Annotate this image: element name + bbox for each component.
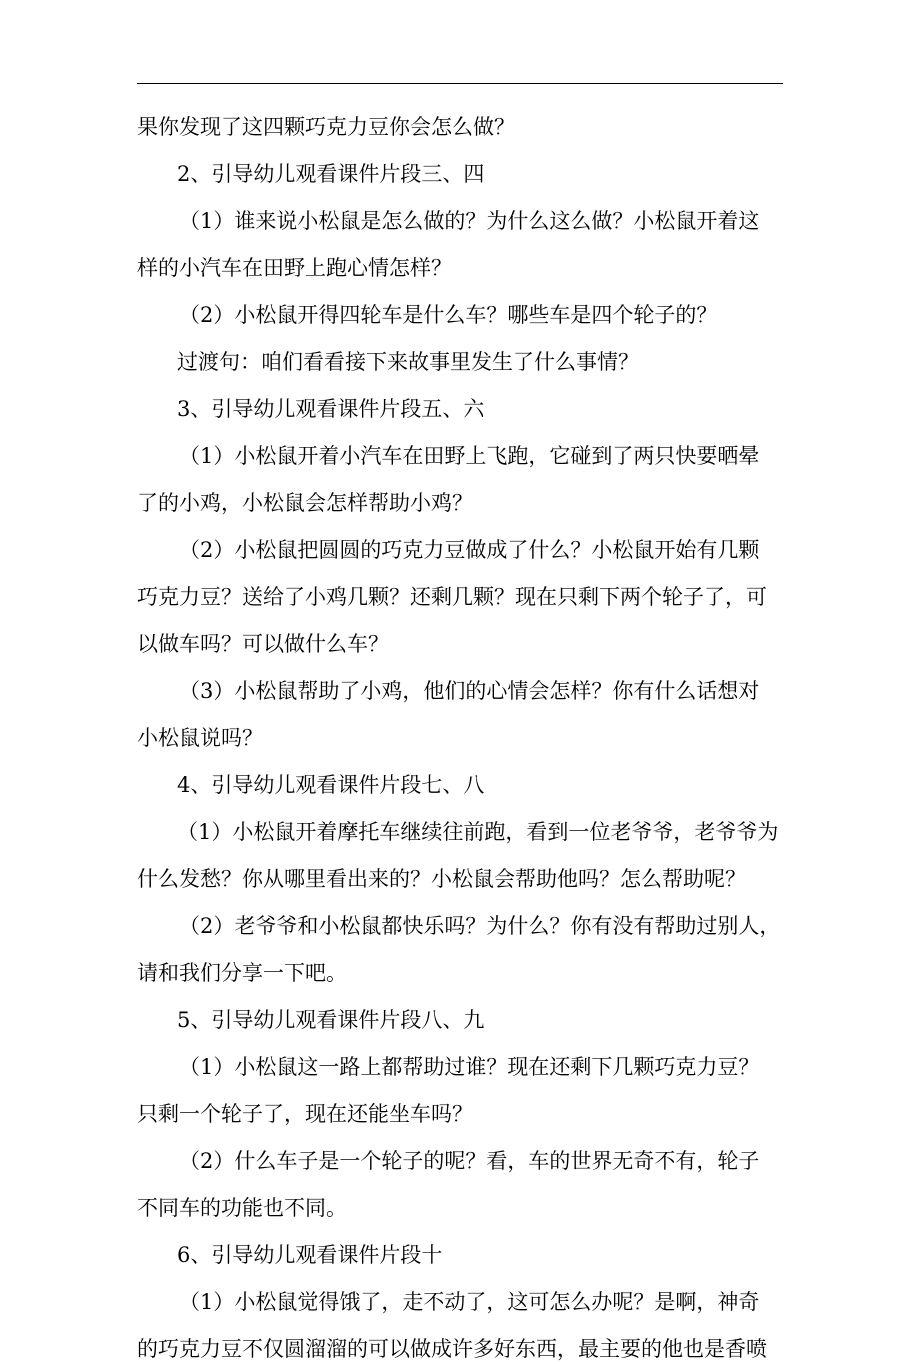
- paragraph-line: 请和我们分享一下吧。: [137, 961, 347, 985]
- section-heading: 5、引导幼儿观看课件片段八、九: [177, 1008, 485, 1032]
- paragraph-line: （2）小松鼠开得四轮车是什么车？哪些车是四个轮子的？: [179, 303, 718, 327]
- section-heading: 3、引导幼儿观看课件片段五、六: [177, 397, 485, 421]
- transition-sentence: 过渡句：咱们看看接下来故事里发生了什么事情？: [177, 350, 639, 374]
- header-rule: [137, 83, 783, 84]
- section-heading: 6、引导幼儿观看课件片段十: [177, 1243, 443, 1267]
- paragraph-line: （1）小松鼠开着小汽车在田野上飞跑，它碰到了两只快要晒晕: [179, 444, 760, 468]
- paragraph-line: （1）谁来说小松鼠是怎么做的？为什么这么做？小松鼠开着这: [179, 209, 760, 233]
- paragraph-line: 了的小鸡，小松鼠会怎样帮助小鸡？: [137, 491, 473, 515]
- paragraph-line: （2）什么车子是一个轮子的呢？看，车的世界无奇不有，轮子: [179, 1149, 760, 1173]
- section-heading: 2、引导幼儿观看课件片段三、四: [177, 162, 485, 186]
- paragraph-line: （2）老爷爷和小松鼠都快乐吗？为什么？你有没有帮助过别人，: [179, 914, 781, 938]
- paragraph-line: 样的小汽车在田野上跑心情怎样？: [137, 256, 452, 280]
- paragraph-line: 果你发现了这四颗巧克力豆你会怎么做？: [137, 115, 515, 139]
- section-heading: 4、引导幼儿观看课件片段七、八: [177, 773, 485, 797]
- paragraph-line: （1）小松鼠这一路上都帮助过谁？现在还剩下几颗巧克力豆？: [179, 1055, 760, 1079]
- paragraph-line: 不同车的功能也不同。: [137, 1196, 347, 1220]
- paragraph-line: （1）小松鼠觉得饿了，走不动了，这可怎么办呢？是啊，神奇: [179, 1290, 760, 1314]
- paragraph-line: 巧克力豆？送给了小鸡几颗？还剩几颗？现在只剩下两个轮子了，可: [137, 585, 767, 609]
- paragraph-line: 小松鼠说吗？: [137, 726, 263, 750]
- paragraph-line: 的巧克力豆不仅圆溜溜的可以做成许多好东西，最主要的他也是香喷: [137, 1337, 767, 1361]
- paragraph-line: 只剩一个轮子了，现在还能坐车吗？: [137, 1102, 473, 1126]
- paragraph-line: 以做车吗？可以做什么车？: [137, 632, 389, 656]
- paragraph-line: 什么发愁？你从哪里看出来的？小松鼠会帮助他吗？怎么帮助呢？: [137, 867, 746, 891]
- paragraph-line: （1）小松鼠开着摩托车继续往前跑，看到一位老爷爷，老爷爷为: [177, 820, 779, 844]
- paragraph-line: （2）小松鼠把圆圆的巧克力豆做成了什么？小松鼠开始有几颗: [179, 538, 760, 562]
- paragraph-line: （3）小松鼠帮助了小鸡，他们的心情会怎样？你有什么话想对: [179, 679, 760, 703]
